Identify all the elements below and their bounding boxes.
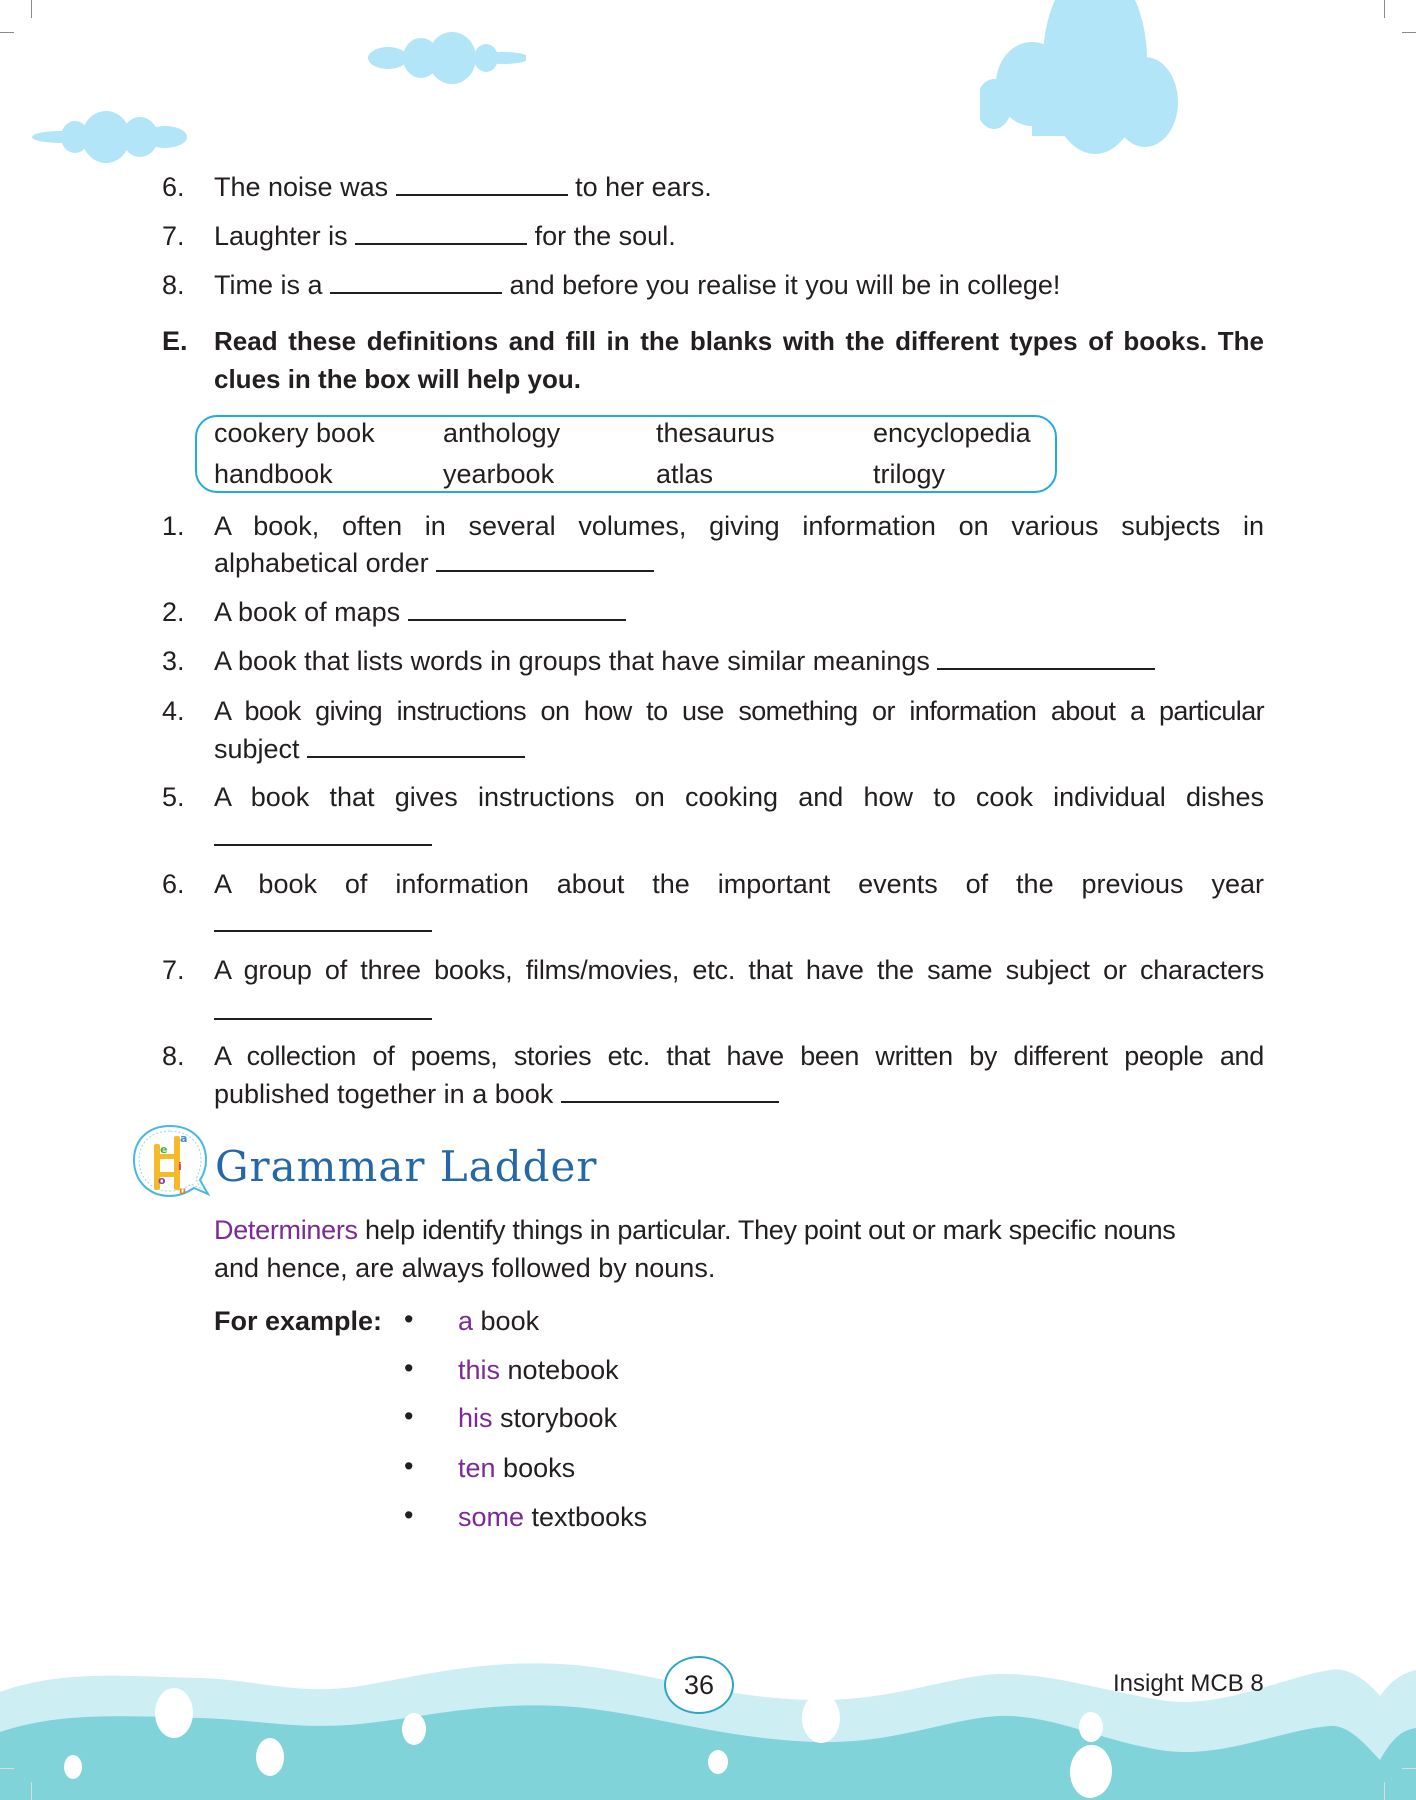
crop-mark [31, 0, 32, 18]
svg-text:u: u [179, 1186, 187, 1197]
noun: textbooks [524, 1502, 648, 1532]
item-text: A collection of poems, stories etc. that have been written by different people and [214, 1041, 1264, 1071]
clue-word: anthology [443, 418, 561, 448]
item-text: A book giving instructions on how to use something or information about a particular [214, 696, 1264, 726]
bullet-icon: • [404, 1401, 414, 1431]
answer-blank[interactable] [355, 219, 527, 245]
crop-mark [1402, 1768, 1416, 1769]
item-number: 8. [162, 1041, 185, 1071]
bullet-icon: • [404, 1353, 414, 1383]
crop-mark [31, 1782, 32, 1800]
crop-mark [1384, 0, 1385, 18]
clue-word: encyclopedia [873, 418, 1031, 448]
example-item [458, 1451, 575, 1485]
crop-mark [1384, 1782, 1385, 1800]
item-number: 6. [162, 869, 185, 899]
item-number: 7. [162, 955, 185, 985]
item-text: A book that gives instructions on cooking and how to cook individual dishes [214, 782, 1264, 812]
exercise-label: E. [162, 326, 188, 356]
clue-word: trilogy [873, 459, 946, 489]
item-text: Time is a [214, 270, 323, 300]
example-label-text: For example: [214, 1306, 383, 1336]
item-text: to her ears. [575, 172, 712, 202]
example-item [458, 1401, 617, 1435]
clue-word: handbook [214, 459, 333, 489]
clue-word: atlas [656, 459, 714, 489]
instruction-line-1: Read these definitions and fill in the blanks with the different types of books. The [214, 326, 1264, 356]
bullet-icon: • [404, 1304, 414, 1334]
clue-word: thesaurus [656, 418, 775, 448]
answer-blank[interactable] [561, 1077, 779, 1103]
page-number: 36 [683, 1669, 715, 1700]
item-number: 1. [162, 511, 185, 541]
item-text: A book of maps [214, 597, 401, 627]
item-text: published together in a book [214, 1079, 554, 1109]
clue-word: yearbook [443, 459, 555, 489]
answer-blank[interactable] [214, 820, 432, 846]
example-item [458, 1304, 539, 1338]
determiner: his [458, 1403, 493, 1433]
svg-text:a: a [180, 1132, 188, 1145]
definition-text: help identify things in particular. They point out or mark specific nouns [357, 1215, 1176, 1245]
answer-blank[interactable] [408, 595, 626, 621]
crop-mark [0, 1768, 14, 1769]
answer-blank[interactable] [396, 170, 568, 196]
item-text: for the soul. [534, 221, 676, 251]
determiner: some [458, 1502, 525, 1532]
answer-blank[interactable] [436, 546, 654, 572]
svg-text:e: e [160, 1143, 168, 1156]
svg-text:i: i [178, 1160, 182, 1173]
answer-blank[interactable] [937, 644, 1155, 670]
highlighted-term: Determiners [214, 1215, 358, 1245]
answer-blank[interactable] [214, 906, 432, 932]
determiner: a [458, 1306, 474, 1336]
noun: notebook [500, 1355, 619, 1385]
item-text: A book of information about the important events of the previous year [214, 869, 1264, 899]
item-number: 8. [162, 270, 185, 300]
page-number-badge [664, 1656, 734, 1714]
item-text: A group of three books, films/movies, etc. that have the same subject or characters [214, 955, 1264, 985]
determiner: this [458, 1355, 501, 1385]
item-text: and before you realise it you will be in college! [509, 270, 1061, 300]
bullet-icon: • [404, 1451, 414, 1481]
item-text: A book, often in several volumes, giving information on various subjects in [214, 511, 1264, 541]
svg-text:o: o [158, 1174, 166, 1187]
clue-word: cookery book [214, 418, 375, 448]
item-number: 5. [162, 782, 185, 812]
instruction-line-2: clues in the box will help you. [214, 364, 581, 394]
item-text: subject [214, 734, 300, 764]
determiner: ten [458, 1453, 496, 1483]
noun: book [473, 1306, 540, 1336]
book-title: Insight MCB 8 [1113, 1670, 1264, 1697]
item-number: 6. [162, 172, 185, 202]
cloud-large-right [980, 0, 1180, 160]
crop-mark [0, 32, 14, 33]
item-number: 2. [162, 597, 185, 627]
item-number: 7. [162, 221, 185, 251]
cloud-small-top [366, 30, 526, 90]
ladder-vowels-icon [130, 1122, 212, 1202]
example-item [458, 1353, 619, 1387]
cloud-small-left [30, 110, 190, 170]
item-text: alphabetical order [214, 548, 429, 578]
section-title: Grammar Ladder [215, 1142, 598, 1191]
definition-text: and hence, are always followed by nouns. [214, 1253, 716, 1283]
item-text: A book that lists words in groups that have similar meanings [214, 646, 930, 676]
item-number: 4. [162, 696, 185, 726]
noun: storybook [492, 1403, 618, 1433]
crop-mark [1402, 32, 1416, 33]
bullet-icon: • [404, 1500, 414, 1530]
example-item [458, 1500, 647, 1534]
answer-blank[interactable] [214, 994, 432, 1020]
answer-blank[interactable] [307, 732, 525, 758]
item-text: Laughter is [214, 221, 348, 251]
noun: books [495, 1453, 576, 1483]
item-number: 3. [162, 646, 185, 676]
item-text: The noise was [214, 172, 389, 202]
answer-blank[interactable] [330, 268, 502, 294]
